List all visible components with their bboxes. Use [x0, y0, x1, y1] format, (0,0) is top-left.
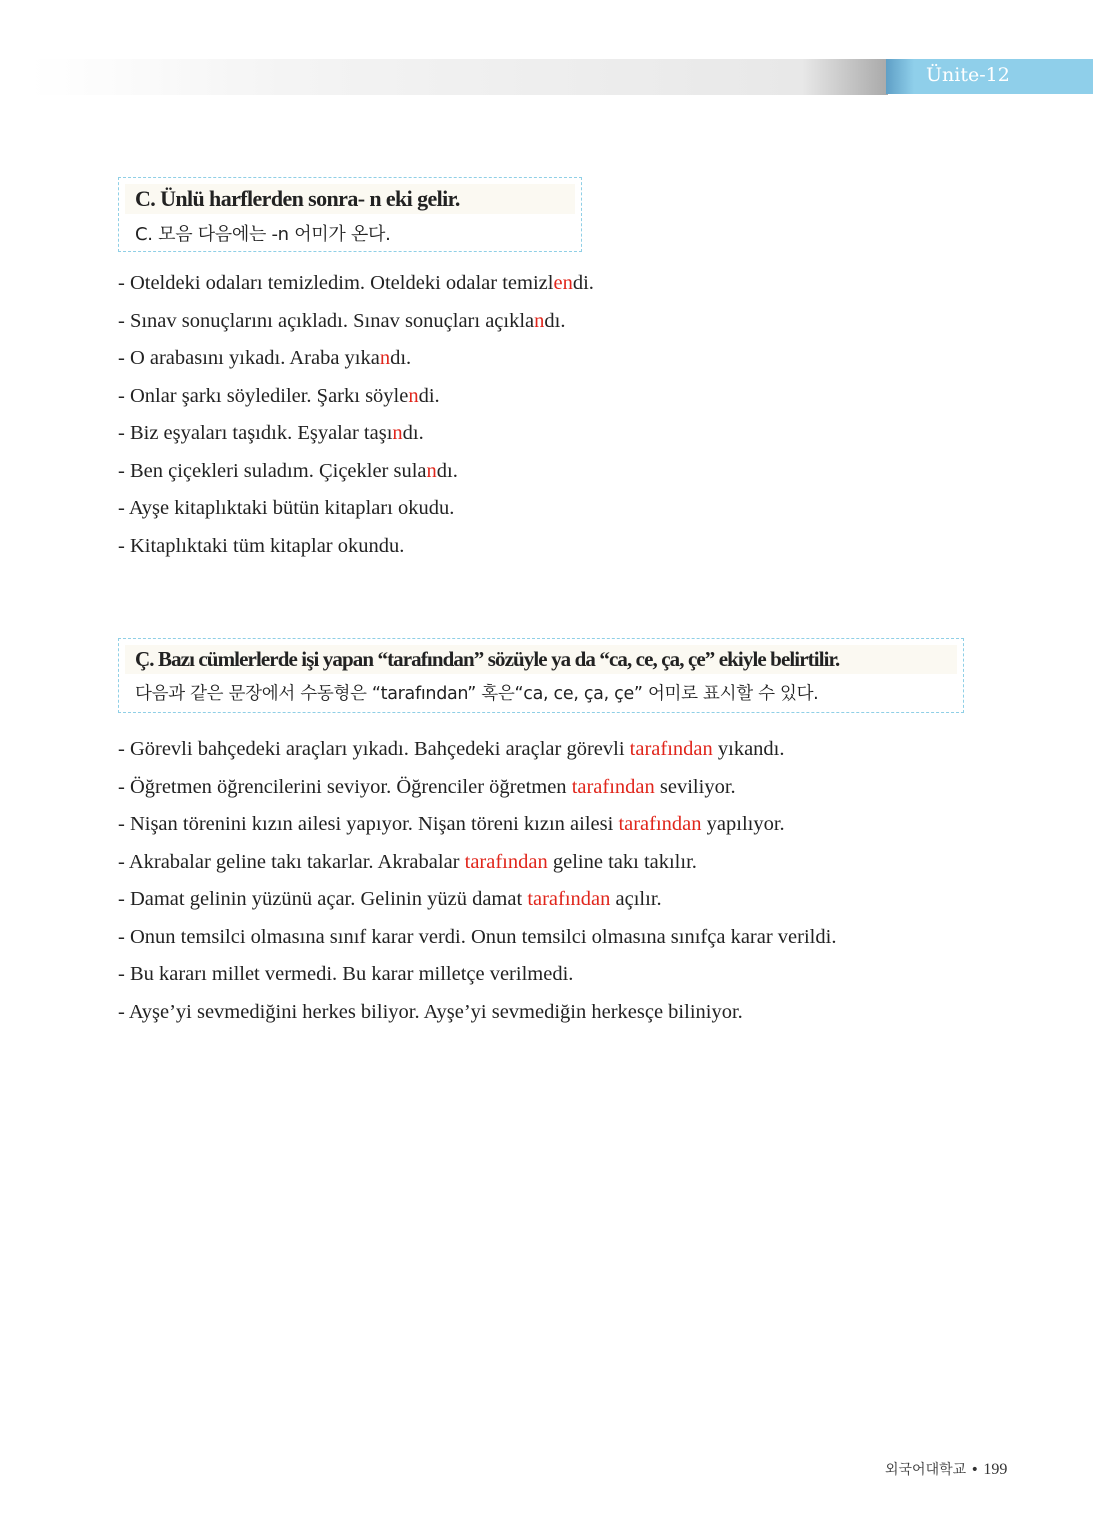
sentence-text: dı.	[436, 459, 458, 482]
sentence-text: - Ayşe kitaplıktaki bütün kitapları okudu.	[118, 497, 455, 519]
sentence-text: - Onun temsilci olmasına sınıf karar verdi. Onun temsilci olmasına sınıfça karar verildi.	[118, 925, 837, 948]
sentence-text: dı.	[390, 347, 412, 369]
sentence-item	[118, 769, 836, 807]
school-name: 외국어대학교	[885, 1462, 967, 1478]
sentence-text: dı.	[402, 422, 424, 444]
sentence-text: - Onlar şarkı söylediler. Şarkı söyle	[118, 384, 409, 407]
section-cc-box	[118, 638, 964, 713]
section-cc-subtitle: 다음과 같은 문장에서 수동형은 “tarafından” 혹은“ca, ce, ça, çe” 어미로 표시할 수 있다.	[135, 684, 819, 704]
sentence-item	[118, 528, 594, 566]
highlighted-suffix: n	[408, 384, 419, 407]
section-c-title: C. Ünlü harflerden sonra- n eki gelir.	[125, 184, 575, 214]
page-number: 199	[983, 1461, 1008, 1478]
unit-label: Ünite-12	[926, 64, 1010, 86]
highlighted-suffix: en	[553, 272, 573, 294]
highlighted-suffix: tarafından	[464, 850, 548, 873]
page-footer	[885, 1459, 1007, 1479]
sentence-text: - Nişan törenini kızın ailesi yapıyor. Nişan töreni kızın ailesi	[118, 813, 619, 835]
sentence-text: yapılıyor.	[701, 813, 785, 835]
sentence-text: di.	[572, 272, 594, 294]
sentence-text: - Görevli bahçedeki araçları yıkadı. Bahçedeki araçlar görevli	[118, 738, 630, 760]
sentence-text: - Sınav sonuçlarını açıkladı. Sınav sonuçları açıkla	[118, 309, 535, 332]
section-cc-sentences	[118, 731, 836, 1031]
sentence-text: açılır.	[610, 888, 662, 910]
section-c-subtitle: C. 모음 다음에는 -n 어미가 온다.	[135, 224, 391, 245]
highlighted-suffix: n	[392, 422, 403, 444]
sentence-text: - Akrabalar geline takı takarlar. Akrabalar	[118, 850, 465, 873]
sentence-item	[118, 919, 836, 957]
highlighted-suffix: tarafından	[571, 775, 655, 798]
sentence-item	[118, 994, 836, 1032]
header-bar	[30, 59, 888, 95]
highlighted-suffix: n	[534, 309, 545, 332]
sentence-text: di.	[418, 384, 440, 407]
sentence-text: dı.	[544, 309, 566, 332]
highlighted-suffix: tarafından	[629, 738, 713, 760]
sentence-item	[118, 844, 836, 882]
sentence-item	[118, 415, 594, 453]
sentence-item	[118, 303, 594, 341]
sentence-item	[118, 731, 836, 769]
sentence-item	[118, 956, 836, 994]
section-c-sentences	[118, 265, 594, 565]
sentence-item	[118, 881, 836, 919]
highlighted-suffix: tarafından	[618, 813, 702, 835]
sentence-item	[118, 490, 594, 528]
sentence-text: - Biz eşyaları taşıdık. Eşyalar taşı	[118, 422, 393, 444]
sentence-text: - Damat gelinin yüzünü açar. Gelinin yüzü damat	[118, 888, 528, 910]
sentence-text: - Bu kararı millet vermedi. Bu karar milletçe verilmedi.	[118, 963, 574, 985]
section-cc-title: Ç. Bazı cümlerlerde işi yapan “tarafından” sözüyle ya da “ca, ce, ça, çe” ekiyle belirtilir.	[125, 645, 957, 674]
highlighted-suffix: n	[426, 459, 437, 482]
sentence-text: - Oteldeki odaları temizledim. Oteldeki odalar temizl	[118, 272, 554, 294]
unit-tab	[886, 59, 1093, 94]
sentence-item	[118, 453, 594, 491]
footer-bullet: •	[970, 1462, 979, 1478]
sentence-text: geline takı takılır.	[547, 850, 697, 873]
sentence-text: - Ayşe’yi sevmediğini herkes biliyor. Ayşe’yi sevmediğin herkesçe biliniyor.	[118, 1000, 743, 1023]
sentence-text: yıkandı.	[712, 738, 785, 760]
highlighted-suffix: tarafından	[527, 888, 611, 910]
sentence-text: - Öğretmen öğrencilerini seviyor. Öğrenciler öğretmen	[118, 775, 572, 798]
sentence-item	[118, 340, 594, 378]
sentence-text: - O arabasını yıkadı. Araba yıka	[118, 347, 380, 369]
sentence-text: - Ben çiçekleri suladım. Çiçekler sula	[118, 459, 427, 482]
sentence-text: - Kitaplıktaki tüm kitaplar okundu.	[118, 534, 405, 557]
sentence-item	[118, 378, 594, 416]
sentence-item	[118, 806, 836, 844]
sentence-text: seviliyor.	[654, 775, 736, 798]
highlighted-suffix: n	[379, 347, 391, 369]
sentence-item	[118, 265, 594, 303]
section-c-box	[118, 177, 582, 252]
